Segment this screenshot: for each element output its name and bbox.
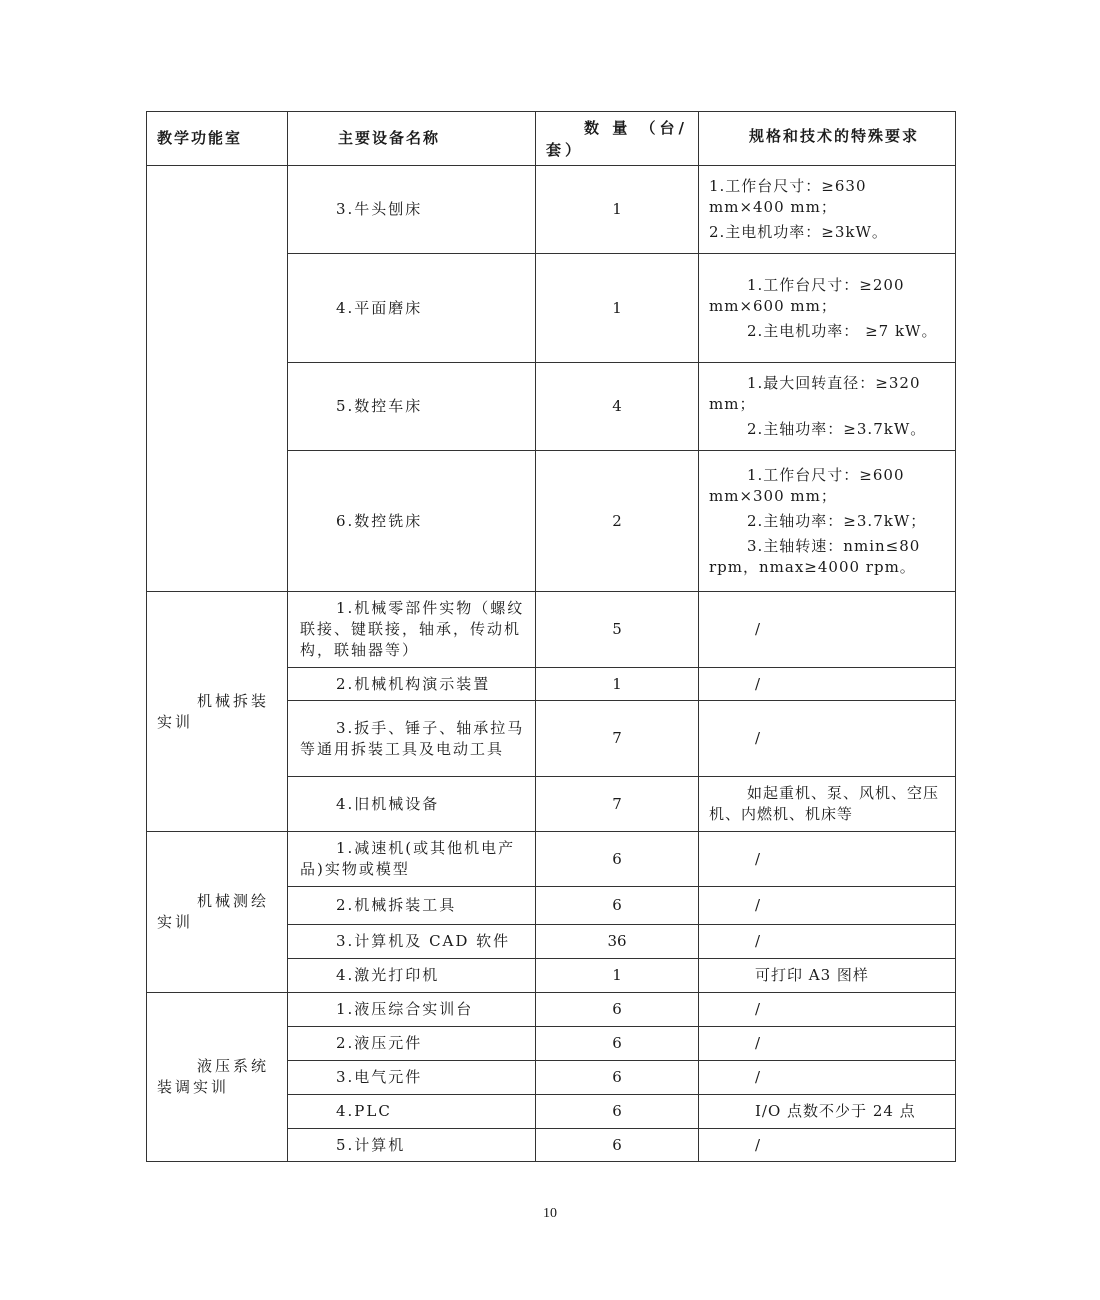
equipment-name: 5.计算机 — [288, 1129, 536, 1162]
spec-cell: 可打印 A3 图样 — [699, 959, 956, 993]
room-line2: 装调实训 — [157, 1078, 230, 1096]
quantity: 1 — [536, 959, 699, 993]
spec-cell — [699, 363, 956, 451]
spec-line: 1.最大回转直径：≥320 mm； — [709, 374, 921, 413]
spec-cell: / — [699, 887, 956, 925]
quantity: 6 — [536, 993, 699, 1027]
room-cell — [147, 993, 288, 1162]
page-number: 10 — [543, 1206, 557, 1221]
quantity: 7 — [536, 777, 699, 832]
spec-line: 3.主轴转速：nmin≤80 rpm，nmax≥4000 rpm。 — [709, 536, 921, 576]
spec-cell: / — [699, 925, 956, 959]
quantity: 1 — [536, 166, 699, 254]
equipment-name: 2.机械机构演示装置 — [288, 668, 536, 701]
room-line2: 实训 — [157, 712, 194, 731]
quantity: 1 — [536, 254, 699, 363]
equipment-name: 3.计算机及 CAD 软件 — [288, 925, 536, 959]
room-line1: 机械测绘 — [197, 892, 270, 910]
quantity: 6 — [536, 832, 699, 887]
header-quantity — [536, 112, 699, 166]
spec-line: 1.工作台尺寸：≥200 mm×600 mm； — [709, 275, 905, 315]
equipment-name: 5.数控车床 — [288, 363, 536, 451]
spec-cell — [699, 166, 956, 254]
quantity: 36 — [536, 925, 699, 959]
room-line1: 液压系统 — [197, 1057, 270, 1075]
room-cell-empty — [147, 166, 288, 592]
spec-line: 1.工作台尺寸：≥630 mm×400 mm； — [709, 177, 867, 216]
equipment-name: 3.牛头刨床 — [288, 166, 536, 254]
spec-cell — [699, 254, 956, 363]
spec-line: 2.主电机功率：≥3kW。 — [709, 223, 888, 241]
spec-cell: / — [699, 592, 956, 668]
quantity: 6 — [536, 1129, 699, 1162]
table-row — [147, 993, 956, 1027]
spec-cell: / — [699, 1061, 956, 1095]
equipment-name: 4.PLC — [288, 1095, 536, 1129]
quantity: 6 — [536, 1061, 699, 1095]
equipment-name: 1.减速机(或其他机电产品)实物或模型 — [288, 832, 536, 887]
spec-cell: / — [699, 668, 956, 701]
header-spec: 规格和技术的特殊要求 — [699, 112, 956, 166]
header-room: 教学功能室 — [147, 112, 288, 166]
spec-cell — [699, 451, 956, 592]
table-row — [147, 166, 956, 254]
spec-line: 2.主轴功率：≥3.7kW； — [747, 511, 927, 530]
quantity: 7 — [536, 701, 699, 777]
spec-cell: / — [699, 1027, 956, 1061]
equipment-name: 1.机械零部件实物（螺纹联接、键联接，轴承，传动机构，联轴器等） — [288, 592, 536, 668]
spec-cell: / — [699, 1129, 956, 1162]
table-header-row — [147, 112, 956, 166]
equipment-name: 1.液压综合实训台 — [288, 993, 536, 1027]
spec-cell: I/O 点数不少于 24 点 — [699, 1095, 956, 1129]
spec-line: 1.工作台尺寸：≥600 mm×300 mm； — [709, 465, 905, 505]
spec-cell: / — [699, 701, 956, 777]
equipment-name: 3.扳手、锤子、轴承拉马等通用拆装工具及电动工具 — [288, 701, 536, 777]
room-line2: 实训 — [157, 913, 194, 931]
table-row — [147, 832, 956, 887]
header-quantity-line1: 数 量 （台/ — [584, 118, 688, 137]
spec-cell: / — [699, 832, 956, 887]
header-quantity-line2: 套） — [546, 140, 585, 159]
table-row — [147, 592, 956, 668]
quantity: 6 — [536, 1095, 699, 1129]
quantity: 6 — [536, 887, 699, 925]
quantity: 5 — [536, 592, 699, 668]
equipment-table — [146, 111, 956, 1162]
quantity: 2 — [536, 451, 699, 592]
equipment-name: 2.液压元件 — [288, 1027, 536, 1061]
spec-line: 2.主电机功率： ≥7 kW。 — [747, 321, 938, 340]
spec-cell: 如起重机、泵、风机、空压机、内燃机、机床等 — [699, 777, 956, 832]
room-line1: 机械拆装 — [197, 691, 270, 710]
room-cell — [147, 592, 288, 832]
quantity: 6 — [536, 1027, 699, 1061]
equipment-name: 3.电气元件 — [288, 1061, 536, 1095]
spec-line: 2.主轴功率：≥3.7kW。 — [747, 420, 927, 438]
quantity: 1 — [536, 668, 699, 701]
equipment-name: 4.激光打印机 — [288, 959, 536, 993]
room-cell — [147, 832, 288, 993]
spec-cell: / — [699, 993, 956, 1027]
quantity: 4 — [536, 363, 699, 451]
equipment-name: 6.数控铣床 — [288, 451, 536, 592]
header-equipment: 主要设备名称 — [288, 112, 536, 166]
equipment-name: 4.旧机械设备 — [288, 777, 536, 832]
equipment-name: 2.机械拆装工具 — [288, 887, 536, 925]
equipment-name: 4.平面磨床 — [288, 254, 536, 363]
